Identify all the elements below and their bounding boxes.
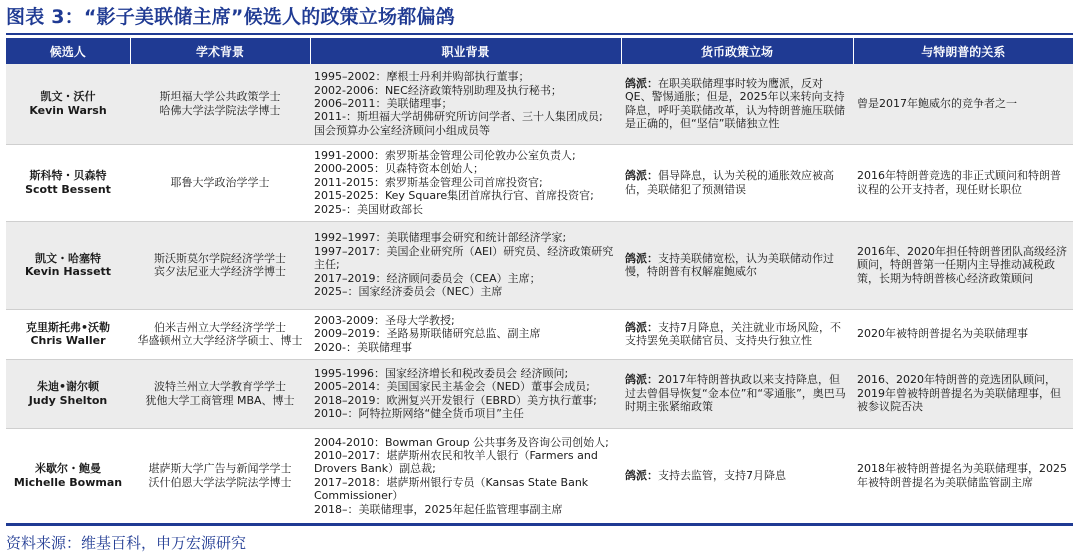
policy-text: 支持去监管，支持7月降息 (658, 469, 786, 483)
career-cell (310, 428, 621, 524)
policy-text: 支持7月降息，关注就业市场风险，不支持罢免美联储官员、支持央行独立性 (625, 320, 841, 347)
education-item: 沃什伯恩大学法学院法学博士 (148, 475, 292, 489)
career-item: 2015-2025：Key Square集团首席执行官、首席投资官; (314, 189, 594, 203)
candidate-name (6, 428, 130, 524)
policy-label: 鸽派： (625, 169, 658, 183)
career-item: 2025–：国家经济委员会（NEC）主席 (314, 285, 503, 299)
name-en: Kevin Hassett (24, 265, 112, 278)
education-item: 犹他大学工商管理 MBA、博士 (145, 393, 295, 407)
relation-cell (853, 359, 1073, 428)
career-item: 1992–1997：美联储理事会研究和统计部经济学家; (314, 231, 567, 245)
relation-cell (853, 144, 1073, 221)
source-divider (6, 525, 1073, 526)
career-cell (310, 64, 621, 144)
career-cell (310, 359, 621, 428)
table-row (6, 221, 1073, 309)
table-row (6, 144, 1073, 221)
relation-cell (853, 309, 1073, 359)
career-item: 1997–2017：美国企业研究所（AEI）研究员、经济政策研究主任; (314, 244, 614, 272)
candidate-name (6, 359, 130, 428)
education-cell (130, 428, 310, 524)
policy-label: 鸽派： (625, 373, 658, 387)
relation-cell (853, 428, 1073, 524)
career-item: 2018–2019：欧洲复兴开发银行（EBRD）美方执行董事; (314, 393, 597, 407)
career-item: 2011-：斯坦福大学胡佛研究所访问学者、三十人集团成员; (314, 110, 603, 124)
name-cn: 凯文・哈塞特 (35, 251, 101, 265)
table-row (6, 428, 1073, 524)
table-row (6, 359, 1073, 428)
education-cell (130, 359, 310, 428)
relation-cell (853, 64, 1073, 144)
relation-text: 2020年被特朗普提名为美联储理事 (857, 327, 1028, 341)
policy-text: 倡导降息，认为关税的通胀效应被高估，美联储犯了预测错误 (625, 169, 834, 196)
title-divider (6, 33, 1073, 35)
education-item: 哈佛大学法学院法学博士 (159, 103, 281, 117)
career-item: 2009–2019：圣路易斯联储研究总监、副主席 (314, 327, 541, 341)
header-relation: 与特朗普的关系 (853, 38, 1073, 64)
education-item: 堪萨斯大学广告与新闻学学士 (148, 462, 292, 476)
career-item: 2018–：美联储理事，2025年起任监管理事副主席 (314, 502, 563, 516)
table-row (6, 64, 1073, 144)
education-item: 斯坦福大学公共政策学士 (159, 90, 281, 104)
career-item: 2017–2018：堪萨斯州银行专员（Kansas State Bank Commissioner） (314, 475, 589, 503)
policy-cell (621, 221, 853, 309)
name-cn: 斯科特・贝森特 (29, 169, 107, 183)
career-item: 2004-2010：Bowman Group 公共事务及咨询公司创始人; (314, 435, 609, 449)
policy-cell (621, 309, 853, 359)
name-cn: 凯文・沃什 (40, 90, 96, 104)
career-item: 国会预算办公室经济顾问小组成员等 (314, 123, 490, 137)
career-item: 2010–：阿特拉斯网络“健全货币项目”主任 (314, 406, 524, 420)
name-en: Kevin Warsh (29, 103, 107, 117)
page-title: 图表 3：“影子美联储主席”候选人的政策立场都偏鸽 (6, 6, 455, 28)
relation-text: 曾是2017年鲍威尔的竞争者之一 (857, 97, 1017, 111)
policy-cell (621, 144, 853, 221)
policy-label: 鸽派： (625, 76, 658, 90)
career-item: 2006–2011：美联储理事； (314, 97, 453, 111)
education-cell (130, 309, 310, 359)
relation-text: 2016年、2020年担任特朗普团队高级经济顾问，特朗普第一任期内主导推动减税政策，长期为特朗普核心经济政策顾问 (857, 244, 1067, 285)
education-item: 宾夕法尼亚大学经济学博士 (154, 265, 286, 278)
policy-text: 2017年特朗普执政以来支持降息，但过去曾倡导恢复“金本位”和“零通胀”，奥巴马时期主张紧缩政策 (625, 373, 846, 414)
career-item: 2025-：美国财政部长 (314, 202, 423, 216)
policy-label: 鸽派： (625, 320, 658, 334)
career-item: 2011-2015：索罗斯基金管理公司首席投资官; (314, 175, 543, 189)
career-item: 2000-2005：贝森特资本创始人； (314, 162, 484, 176)
education-item: 斯沃斯莫尔学院经济学学士 (154, 251, 286, 265)
career-cell (310, 309, 621, 359)
career-item: 2005–2014：美国国家民主基金会（NED）董事会成员; (314, 380, 590, 394)
name-en: Chris Waller (30, 334, 106, 347)
name-en: Scott Bessent (25, 182, 111, 196)
table-header-row (6, 38, 1073, 64)
relation-text: 2016、2020年特朗普的竞选团队顾问，2019年曾被特朗普提名为美联储理事，但被参议院否决 (857, 373, 1061, 414)
relation-text: 2018年被特朗普提名为美联储理事，2025年被特朗普提名为美联储监管副主席 (857, 462, 1067, 489)
table-row (6, 309, 1073, 359)
education-item: 耶鲁大学政治学学士 (170, 175, 270, 189)
policy-text: 在职美联储理事时较为鹰派，反对QE、警惕通胀；但是，2025年以来转向支持降息，呼吁美联储改革，认为特朗普施压联储是正确的，但“坚信”联储独立性 (625, 76, 845, 131)
header-career: 职业背景 (310, 38, 621, 64)
candidate-name (6, 309, 130, 359)
career-item: 2020-：美联储理事 (314, 340, 412, 354)
relation-cell (853, 221, 1073, 309)
policy-cell (621, 359, 853, 428)
name-en: Michelle Bowman (13, 475, 123, 489)
career-cell (310, 221, 621, 309)
career-cell (310, 144, 621, 221)
education-item: 华盛顿州立大学经济学硕士、博士 (137, 334, 303, 347)
education-cell (130, 144, 310, 221)
name-cn: 朱迪•谢尔顿 (36, 380, 100, 394)
relation-text: 2016年特朗普竞选的非正式顾问和特朗普议程的公开支持者，现任财长职位 (857, 169, 1061, 196)
source-note: 资料来源：维基百科，申万宏源研究 (6, 534, 247, 552)
candidates-table (6, 38, 1073, 525)
policy-text: 支持美联储宽松，认为美联储动作过慢，特朗普有权解雇鲍威尔 (625, 251, 834, 278)
policy-label: 鸽派： (625, 251, 658, 265)
header-candidate: 候选人 (6, 38, 130, 64)
candidate-name (6, 64, 130, 144)
name-cn: 克里斯托弗•沃勒 (25, 320, 111, 334)
career-item: 1995–2002：摩根士丹利并购部执行董事； (314, 70, 530, 84)
education-item: 伯米吉州立大学经济学学士 (154, 320, 286, 334)
career-item: 2017–2019：经济顾问委员会（CEA）主席； (314, 271, 541, 285)
career-item: 2002-2006：NEC经济政策特别助理及执行秘书； (314, 83, 562, 97)
policy-cell (621, 64, 853, 144)
career-item: 2003-2009：圣母大学教授; (314, 313, 455, 327)
name-cn: 米歇尔・鲍曼 (35, 462, 101, 476)
career-item: 1991-2000：索罗斯基金管理公司伦敦办公室负责人; (314, 148, 576, 162)
policy-label: 鸽派： (625, 469, 658, 483)
career-item: 1995-1996：国家经济增长和税改委员会 经济顾问; (314, 366, 569, 380)
header-policy: 货币政策立场 (621, 38, 853, 64)
policy-cell (621, 428, 853, 524)
education-item: 波特兰州立大学教育学学士 (154, 380, 286, 394)
career-item: 2010–2017：堪萨斯州农民和牧羊人银行（Farmers and Drovers Bank）副总裁; (314, 448, 598, 476)
candidate-name (6, 144, 130, 221)
education-cell (130, 221, 310, 309)
candidate-name (6, 221, 130, 309)
name-en: Judy Shelton (28, 393, 108, 407)
header-education: 学术背景 (130, 38, 310, 64)
education-cell (130, 64, 310, 144)
